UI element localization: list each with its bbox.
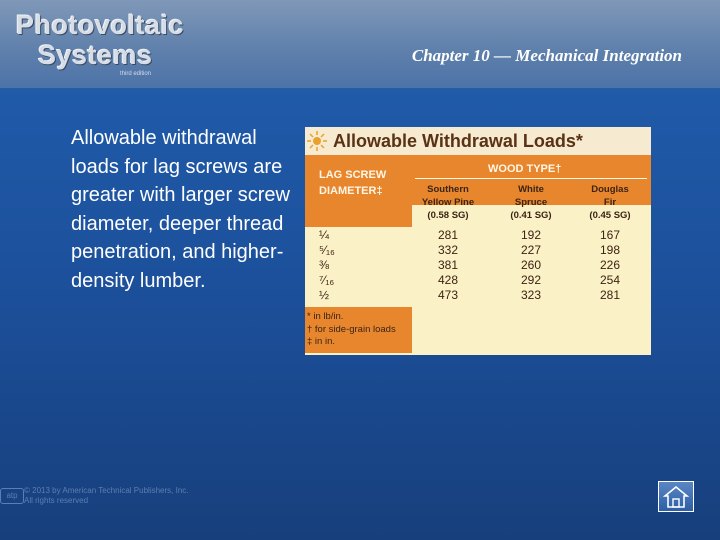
wood-type-label: WOOD TYPE† [488,163,562,175]
copyright-notice: © 2013 by American Technical Publishers, Inc. All rights reserved [24,486,189,505]
withdrawal-loads-table [305,127,651,355]
home-icon [659,482,693,511]
logo-edition: third edition [120,71,152,77]
column-header-white-spruce: White Spruce (0.41 SG) [510,184,552,221]
wood-type-divider [415,178,647,179]
table-row: ⁵⁄₁₆ 332 227 198 [319,243,621,257]
logo-title: Photovoltaic [16,10,185,40]
table-row: ⅜ 381 260 226 [319,258,621,272]
body-text: Allowable withdrawal loads for lag screws are greater with larger screw diameter, deeper thread penetration, and higher-density lumber. [71,127,290,292]
table-row: ⁷⁄₁₆ 428 292 254 [319,273,621,287]
logo-subtitle: Systems [38,40,153,70]
figure-title: Allowable Withdrawal Loads* [333,131,583,151]
table-row: ¼ 281 192 167 [319,228,621,242]
lag-screw-diameter-label: LAG SCREW DIAMETER‡ [319,169,387,197]
sun-icon [307,131,327,151]
column-header-southern-yellow-pine: Southern Yellow Pine (0.58 SG) [421,184,475,221]
atp-logo: atp [0,488,24,504]
table-footnotes: * in lb/in. † for side-grain loads ‡ in in. [307,311,396,347]
table-row: ½ 473 323 281 [319,288,621,302]
column-header-douglas-fir: Douglas Fir (0.45 SG) [589,184,631,221]
chapter-title: Chapter 10 — Mechanical Integration [411,46,682,65]
home-button[interactable] [658,481,694,512]
